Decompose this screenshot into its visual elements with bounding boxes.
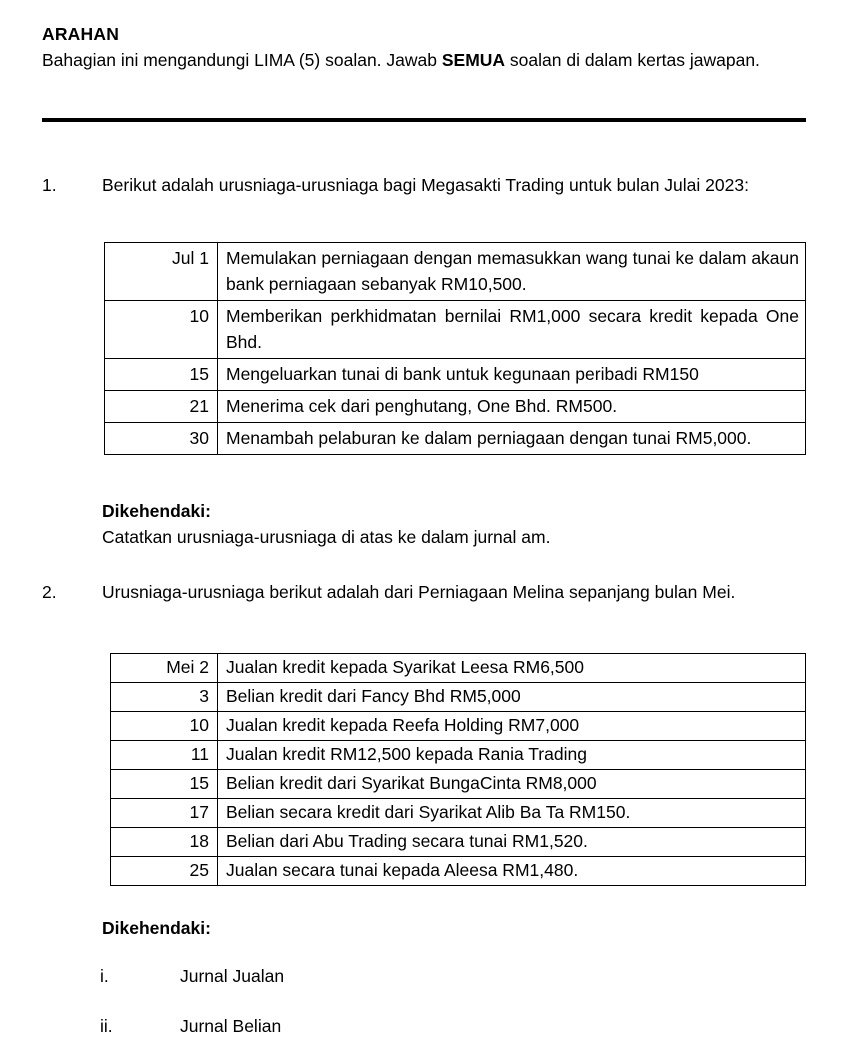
table-row-description: Memulakan perniagaan dengan memasukkan wang tunai ke dalam akaun bank perniagaan sebanyak RM10,500. <box>218 243 806 301</box>
requirement-heading: Dikehendaki: <box>102 918 211 938</box>
requirement-heading: Dikehendaki: <box>102 501 211 521</box>
sub-item-label: Jurnal Belian <box>180 1016 282 1036</box>
instruction-text <box>42 47 806 73</box>
table-row-date: 10 <box>111 712 218 741</box>
table-row-description: Belian kredit dari Fancy Bhd RM5,000 <box>218 683 806 712</box>
table-row-date: 10 <box>105 301 218 359</box>
table-row-description: Memberikan perkhidmatan bernilai RM1,000 secara kredit kepada One Bhd. <box>218 301 806 359</box>
requirement-text: Catatkan urusniaga-urusniaga di atas ke dalam jurnal am. <box>102 527 551 547</box>
table-row-date: 15 <box>105 359 218 391</box>
table-row-date: 21 <box>105 391 218 423</box>
table-row-description: Belian kredit dari Syarikat BungaCinta RM8,000 <box>218 770 806 799</box>
table-row-date: 25 <box>111 857 218 886</box>
table-row-date: Jul 1 <box>105 243 218 301</box>
table-row-date: 3 <box>111 683 218 712</box>
table-row-description: Jualan kredit kepada Reefa Holding RM7,000 <box>218 712 806 741</box>
instruction-text-emphasis: SEMUA <box>441 50 506 70</box>
table-row <box>111 741 806 770</box>
table-row <box>111 683 806 712</box>
table-row-description: Belian secara kredit dari Syarikat Alib Ba Ta RM150. <box>218 799 806 828</box>
table-row <box>111 770 806 799</box>
sub-item-marker: i. <box>100 966 109 986</box>
table-row-description: Jualan secara tunai kepada Aleesa RM1,480. <box>218 857 806 886</box>
question-2-number: 2. <box>42 582 57 602</box>
table-row-description: Mengeluarkan tunai di bank untuk kegunaan peribadi RM150 <box>218 359 806 391</box>
table-row <box>111 712 806 741</box>
requirement-sub-item-ii <box>100 1013 600 1039</box>
question-1-text: Berikut adalah urusniaga-urusniaga bagi Megasakti Trading untuk bulan Julai 2023: <box>102 175 749 195</box>
table-row <box>105 391 806 423</box>
sub-item-label: Jurnal Jualan <box>180 966 285 986</box>
question-1-number: 1. <box>42 175 57 195</box>
table-row <box>111 828 806 857</box>
table-row-description: Jualan kredit kepada Syarikat Leesa RM6,500 <box>218 654 806 683</box>
table-row-date: 17 <box>111 799 218 828</box>
table-row-date: 30 <box>105 423 218 455</box>
instruction-text-post: soalan di dalam kertas jawapan. <box>505 50 760 70</box>
instruction-text-pre: Bahagian ini mengandungi LIMA (5) soalan. Jawab <box>42 50 442 70</box>
requirement-block-2 <box>102 915 806 941</box>
table-row-description: Jualan kredit RM12,500 kepada Rania Trading <box>218 741 806 770</box>
table-row <box>111 857 806 886</box>
question-2 <box>42 579 806 605</box>
question-1 <box>42 172 806 198</box>
requirement-block-1 <box>102 498 806 550</box>
table-row <box>105 243 806 301</box>
table-row-date: Mei 2 <box>111 654 218 683</box>
question-2-text: Urusniaga-urusniaga berikut adalah dari Perniagaan Melina sepanjang bulan Mei. <box>102 582 736 602</box>
table-row-date: 18 <box>111 828 218 857</box>
table-row-date: 15 <box>111 770 218 799</box>
table-row <box>105 301 806 359</box>
instruction-block <box>42 22 806 73</box>
header-divider-rule <box>42 118 806 122</box>
sub-item-marker: ii. <box>100 1016 113 1036</box>
table-row <box>111 654 806 683</box>
table-row <box>105 359 806 391</box>
table-row <box>111 799 806 828</box>
requirement-sub-item-i <box>100 963 600 989</box>
transactions-table-2 <box>110 653 806 886</box>
table-row-description: Belian dari Abu Trading secara tunai RM1,520. <box>218 828 806 857</box>
table-row-description: Menambah pelaburan ke dalam perniagaan dengan tunai RM5,000. <box>218 423 806 455</box>
table-row-description: Menerima cek dari penghutang, One Bhd. RM500. <box>218 391 806 423</box>
table-row-date: 11 <box>111 741 218 770</box>
transactions-table-1 <box>104 242 806 455</box>
instruction-title: ARAHAN <box>42 24 120 44</box>
table-row <box>105 423 806 455</box>
